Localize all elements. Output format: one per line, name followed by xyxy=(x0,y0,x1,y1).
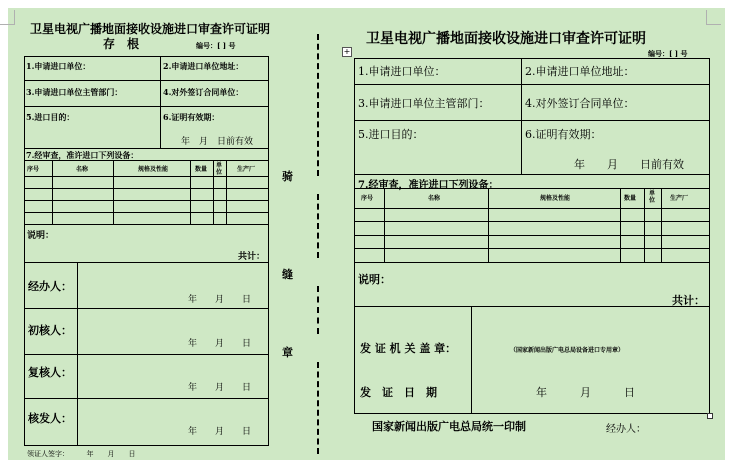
stub-serial: 编号：[ ] 号 xyxy=(196,41,236,50)
main-hline xyxy=(354,174,710,175)
main-seal-note: （国家新闻出版广电总局设备进口专用章） xyxy=(510,347,625,354)
stub-title: 卫星电视广播地面接收设施进口审查许可证明 xyxy=(30,22,271,36)
main-applicant-address-label: 2.申请进口单位地址： xyxy=(525,65,635,78)
stub-second-review-label: 复核人： xyxy=(28,366,72,379)
stub-total-label: 共计： xyxy=(238,252,266,262)
main-contract-party-label: 4.对外签订合同单位： xyxy=(525,97,635,110)
resize-handle[interactable] xyxy=(707,413,713,419)
main-vline xyxy=(644,188,645,262)
main-hline xyxy=(354,120,710,121)
stub-purpose-label: 5.进口目的： xyxy=(26,112,75,122)
stub-hline xyxy=(24,308,269,309)
main-title: 卫星电视广播地面接收设施进口审查许可证明 xyxy=(366,31,646,47)
stub-hline xyxy=(24,148,269,149)
main-handler-label: 经办人： xyxy=(606,424,646,435)
main-vline xyxy=(471,306,472,414)
stub-vline xyxy=(77,262,78,446)
main-hline xyxy=(354,262,710,263)
main-printer-note: 国家新闻出版广电总局统一印制 xyxy=(372,420,526,433)
stub-hline xyxy=(24,188,269,189)
stub-col-name: 名称 xyxy=(76,166,89,173)
stub-supervisor-label: 3.申请进口单位主管部门： xyxy=(26,87,123,97)
stub-hline xyxy=(24,224,269,225)
stub-issuer-label: 核发人： xyxy=(28,412,72,425)
stub-hline xyxy=(24,212,269,213)
main-form-box xyxy=(354,58,710,414)
stub-col-maker: 生产厂 xyxy=(237,166,256,173)
stub-col-no: 序号 xyxy=(27,166,40,173)
stub-approved-label: 7.经审查，准许进口下列设备： xyxy=(26,150,139,160)
main-validity-date: 年 月 日前有效 xyxy=(574,158,684,171)
stub-hline xyxy=(24,106,269,107)
table-move-handle-icon[interactable]: + xyxy=(343,47,351,56)
stub-vline xyxy=(160,56,161,148)
seam-char-3: 章 xyxy=(282,346,293,359)
stub-handler-label: 经办人： xyxy=(28,280,72,293)
main-validity-label: 6.证明有效期： xyxy=(525,128,602,141)
main-col-unit: 单位 xyxy=(649,190,656,204)
main-hline xyxy=(354,306,710,307)
main-vline xyxy=(521,58,522,174)
stub-second-review-date: 年 月 日 xyxy=(188,383,252,393)
stub-subtitle: 存 根 xyxy=(103,37,140,51)
stub-applicant-label: 1.申请进口单位： xyxy=(26,61,91,71)
main-date-value: 年 月 日 xyxy=(536,386,635,399)
main-serial: 编号：[ ] 号 xyxy=(648,49,688,58)
stub-first-review-label: 初核人： xyxy=(28,324,72,337)
stub-hline xyxy=(24,200,269,201)
main-hline xyxy=(354,221,710,222)
main-date-label: 发 证 日 期 xyxy=(360,386,437,399)
stub-validity-label: 6.证明有效期： xyxy=(163,112,220,122)
seam-line xyxy=(317,286,319,334)
main-vline xyxy=(620,188,621,262)
main-hline xyxy=(354,84,710,85)
stub-col-qty: 数量 xyxy=(195,166,208,173)
main-applicant-label: 1.申请进口单位： xyxy=(358,65,446,78)
stub-hline xyxy=(24,262,269,263)
corner-mark-top-right xyxy=(706,10,721,25)
stub-vline xyxy=(226,160,227,224)
main-col-spec: 规格及性能 xyxy=(540,195,571,202)
main-col-maker: 生产厂 xyxy=(670,195,689,202)
seam-line xyxy=(317,194,319,258)
main-vline xyxy=(488,188,489,262)
main-hline xyxy=(354,208,710,209)
seam-line xyxy=(317,362,319,454)
stub-contract-party-label: 4.对外签订合同单位： xyxy=(163,87,244,97)
stub-col-unit: 单位 xyxy=(216,162,223,176)
corner-mark-top-left xyxy=(0,10,15,25)
stub-vline xyxy=(213,160,214,224)
stub-first-review-date: 年 月 日 xyxy=(188,339,252,349)
stub-vline xyxy=(113,160,114,224)
main-remark-label: 说明： xyxy=(358,273,391,286)
main-approved-label: 7.经审查，准许进口下列设备： xyxy=(358,180,499,191)
main-purpose-label: 5.进口目的： xyxy=(358,128,424,141)
main-col-qty: 数量 xyxy=(624,195,637,202)
main-col-name: 名称 xyxy=(428,195,441,202)
stub-footer: 领证人签字： 年 月 日 xyxy=(27,450,136,458)
stub-remark-label: 说明： xyxy=(27,231,55,241)
main-col-no: 序号 xyxy=(361,195,374,202)
stub-hline xyxy=(24,176,269,177)
main-hline xyxy=(354,248,710,249)
stub-vline xyxy=(190,160,191,224)
stub-applicant-address-label: 2.申请进口单位地址： xyxy=(163,61,244,71)
stub-vline xyxy=(52,160,53,224)
main-seal-label: 发 证 机 关 盖 章： xyxy=(360,342,457,355)
seam-char-2: 缝 xyxy=(282,268,293,281)
main-vline xyxy=(661,188,662,262)
stub-handler-date: 年 月 日 xyxy=(188,295,252,305)
stub-hline xyxy=(24,80,269,81)
main-hline xyxy=(354,235,710,236)
main-vline xyxy=(384,188,385,262)
stub-validity-date: 年 月 日前有效 xyxy=(181,137,254,147)
stub-hline xyxy=(24,398,269,399)
main-total-label: 共计： xyxy=(672,294,705,307)
stub-col-spec: 规格及性能 xyxy=(138,166,169,173)
main-supervisor-label: 3.申请进口单位主管部门： xyxy=(358,97,490,110)
stub-issuer-date: 年 月 日 xyxy=(188,427,252,437)
stub-hline xyxy=(24,354,269,355)
seam-char-1: 骑 xyxy=(282,170,293,183)
seam-line xyxy=(317,34,319,176)
